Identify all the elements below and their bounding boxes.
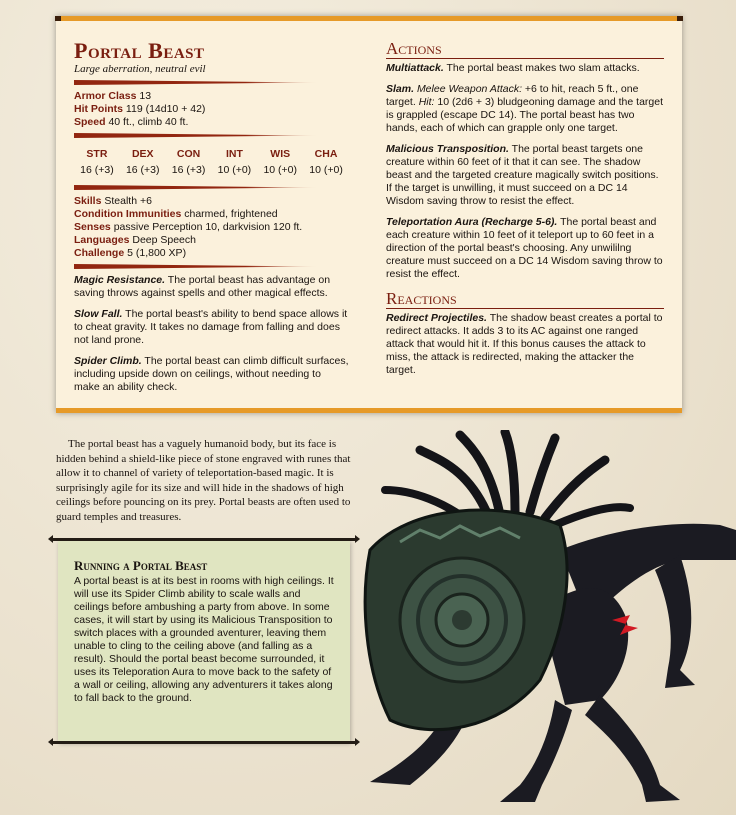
portal-beast-illustration xyxy=(350,430,736,815)
description-paragraph: The portal beast has a vaguely humanoid body, but its face is hidden behind a shield-like piece of stone engraved with runes that allow it to channel of variety of teleportation-based magic. It is surprisingly agile for its size and will hide in the shadows of high ceilings before pouncing on its prey. Portal beasts are often used to guard temples and treasures. xyxy=(56,438,351,523)
ability-scores xyxy=(74,143,349,181)
divider xyxy=(74,185,319,190)
sidebar-title: Running a Portal Beast xyxy=(74,558,208,573)
stat-block-right-column xyxy=(386,39,664,385)
divider xyxy=(74,133,319,138)
action-slam: Slam. Melee Weapon Attack: +6 to hit, reach 5 ft., one target. Hit: 10 (2d6 + 3) bludgeoning damage and the target is grappled (escape DC 14). The portal beast has two hands, each of which can grapple only one target. xyxy=(386,83,664,134)
challenge: Challenge 5 (1,800 XP) xyxy=(74,247,187,259)
monster-type: Large aberration, neutral evil xyxy=(74,63,206,75)
ability-con: CON 16 (+3) xyxy=(171,148,206,176)
trait-spider-climb: Spider Climb. The portal beast can climb difficult surfaces, including upside down on ceilings, without needing to make an ability check. xyxy=(74,355,349,393)
ability-dex: DEX 16 (+3) xyxy=(125,148,160,176)
hit-points: Hit Points 119 (14d10 + 42) xyxy=(74,103,206,115)
skills: Skills Stealth +6 xyxy=(74,195,152,207)
sidebar-note xyxy=(58,540,350,742)
ability-cha: CHA 10 (+0) xyxy=(309,148,343,176)
stat-block-left-column xyxy=(74,39,349,402)
actions-heading: Actions xyxy=(386,39,664,59)
armor-class: Armor Class 13 xyxy=(74,90,152,102)
divider xyxy=(74,80,319,85)
action-teleportation-aura: Teleportation Aura (Recharge 5-6). The portal beast and each creature within 10 feet of it teleport up to 60 feet in a direction of the portal beast's choosing. Any unwililng creature must succeed on a DC 14 Wisdom saving throw to resist the effect. xyxy=(386,216,663,280)
sidebar-top-rule xyxy=(52,538,356,541)
sidebar-bottom-rule xyxy=(52,741,356,744)
speed: Speed 40 ft., climb 40 ft. xyxy=(74,116,189,128)
condition-immunities: Condition Immunities charmed, frightened xyxy=(74,208,278,220)
reaction-redirect-projectiles: Redirect Projectiles. The shadow beast creates a portal to redirect attacks. It adds 3 to its AC against one ranged attack that would hit it. If this bonus causes the attack to miss, the attack is redirected, making the attacker the target. xyxy=(386,312,663,376)
stat-block xyxy=(56,16,682,413)
languages: Languages Deep Speech xyxy=(74,234,196,246)
stone-shield xyxy=(365,510,567,730)
divider xyxy=(74,264,319,269)
ability-wis: WIS 10 (+0) xyxy=(263,148,297,176)
trait-magic-resistance: Magic Resistance. The portal beast has advantage on saving throws against spells and other magical effects. xyxy=(74,274,331,299)
senses: Senses passive Perception 10, darkvision 120 ft. xyxy=(74,221,303,233)
reactions-heading: Reactions xyxy=(386,289,664,309)
action-malicious-transposition: Malicious Transposition. The portal beast targets one creature within 60 feet of it that it can see. The shadow beast and the targeted creature magically switch positions. If the target is unwilling, it must succeed on a DC 14 Wisdom saving throw to resist the effect. xyxy=(386,143,659,207)
sidebar-text: A portal beast is at its best in rooms with high ceilings. It will use its Spider Climb ability to scale walls and ceilings before ambushing a party from above. In some cases, it will start by using its Malicious Transposition to switch places with a grounded aventurer, leaving them unable to cling to the ceiling above (and falling as a result). Should the portal beast become surrounded, it uses its Teleporation Aura to move back to the safety of a wall or ceiling, allowing any adventurers it takes along to fall back to the ground. xyxy=(74,575,334,704)
ability-str: STR 16 (+3) xyxy=(80,148,114,176)
trait-slow-fall: Slow Fall. The portal beast's ability to bend space allows it to cheat gravity. It takes no damage from falling and does not land prone. xyxy=(74,308,348,346)
action-multiattack: Multiattack. The portal beast makes two slam attacks. xyxy=(386,62,640,74)
monster-name: Portal Beast xyxy=(74,38,205,63)
ability-int: INT 10 (+0) xyxy=(217,148,252,176)
